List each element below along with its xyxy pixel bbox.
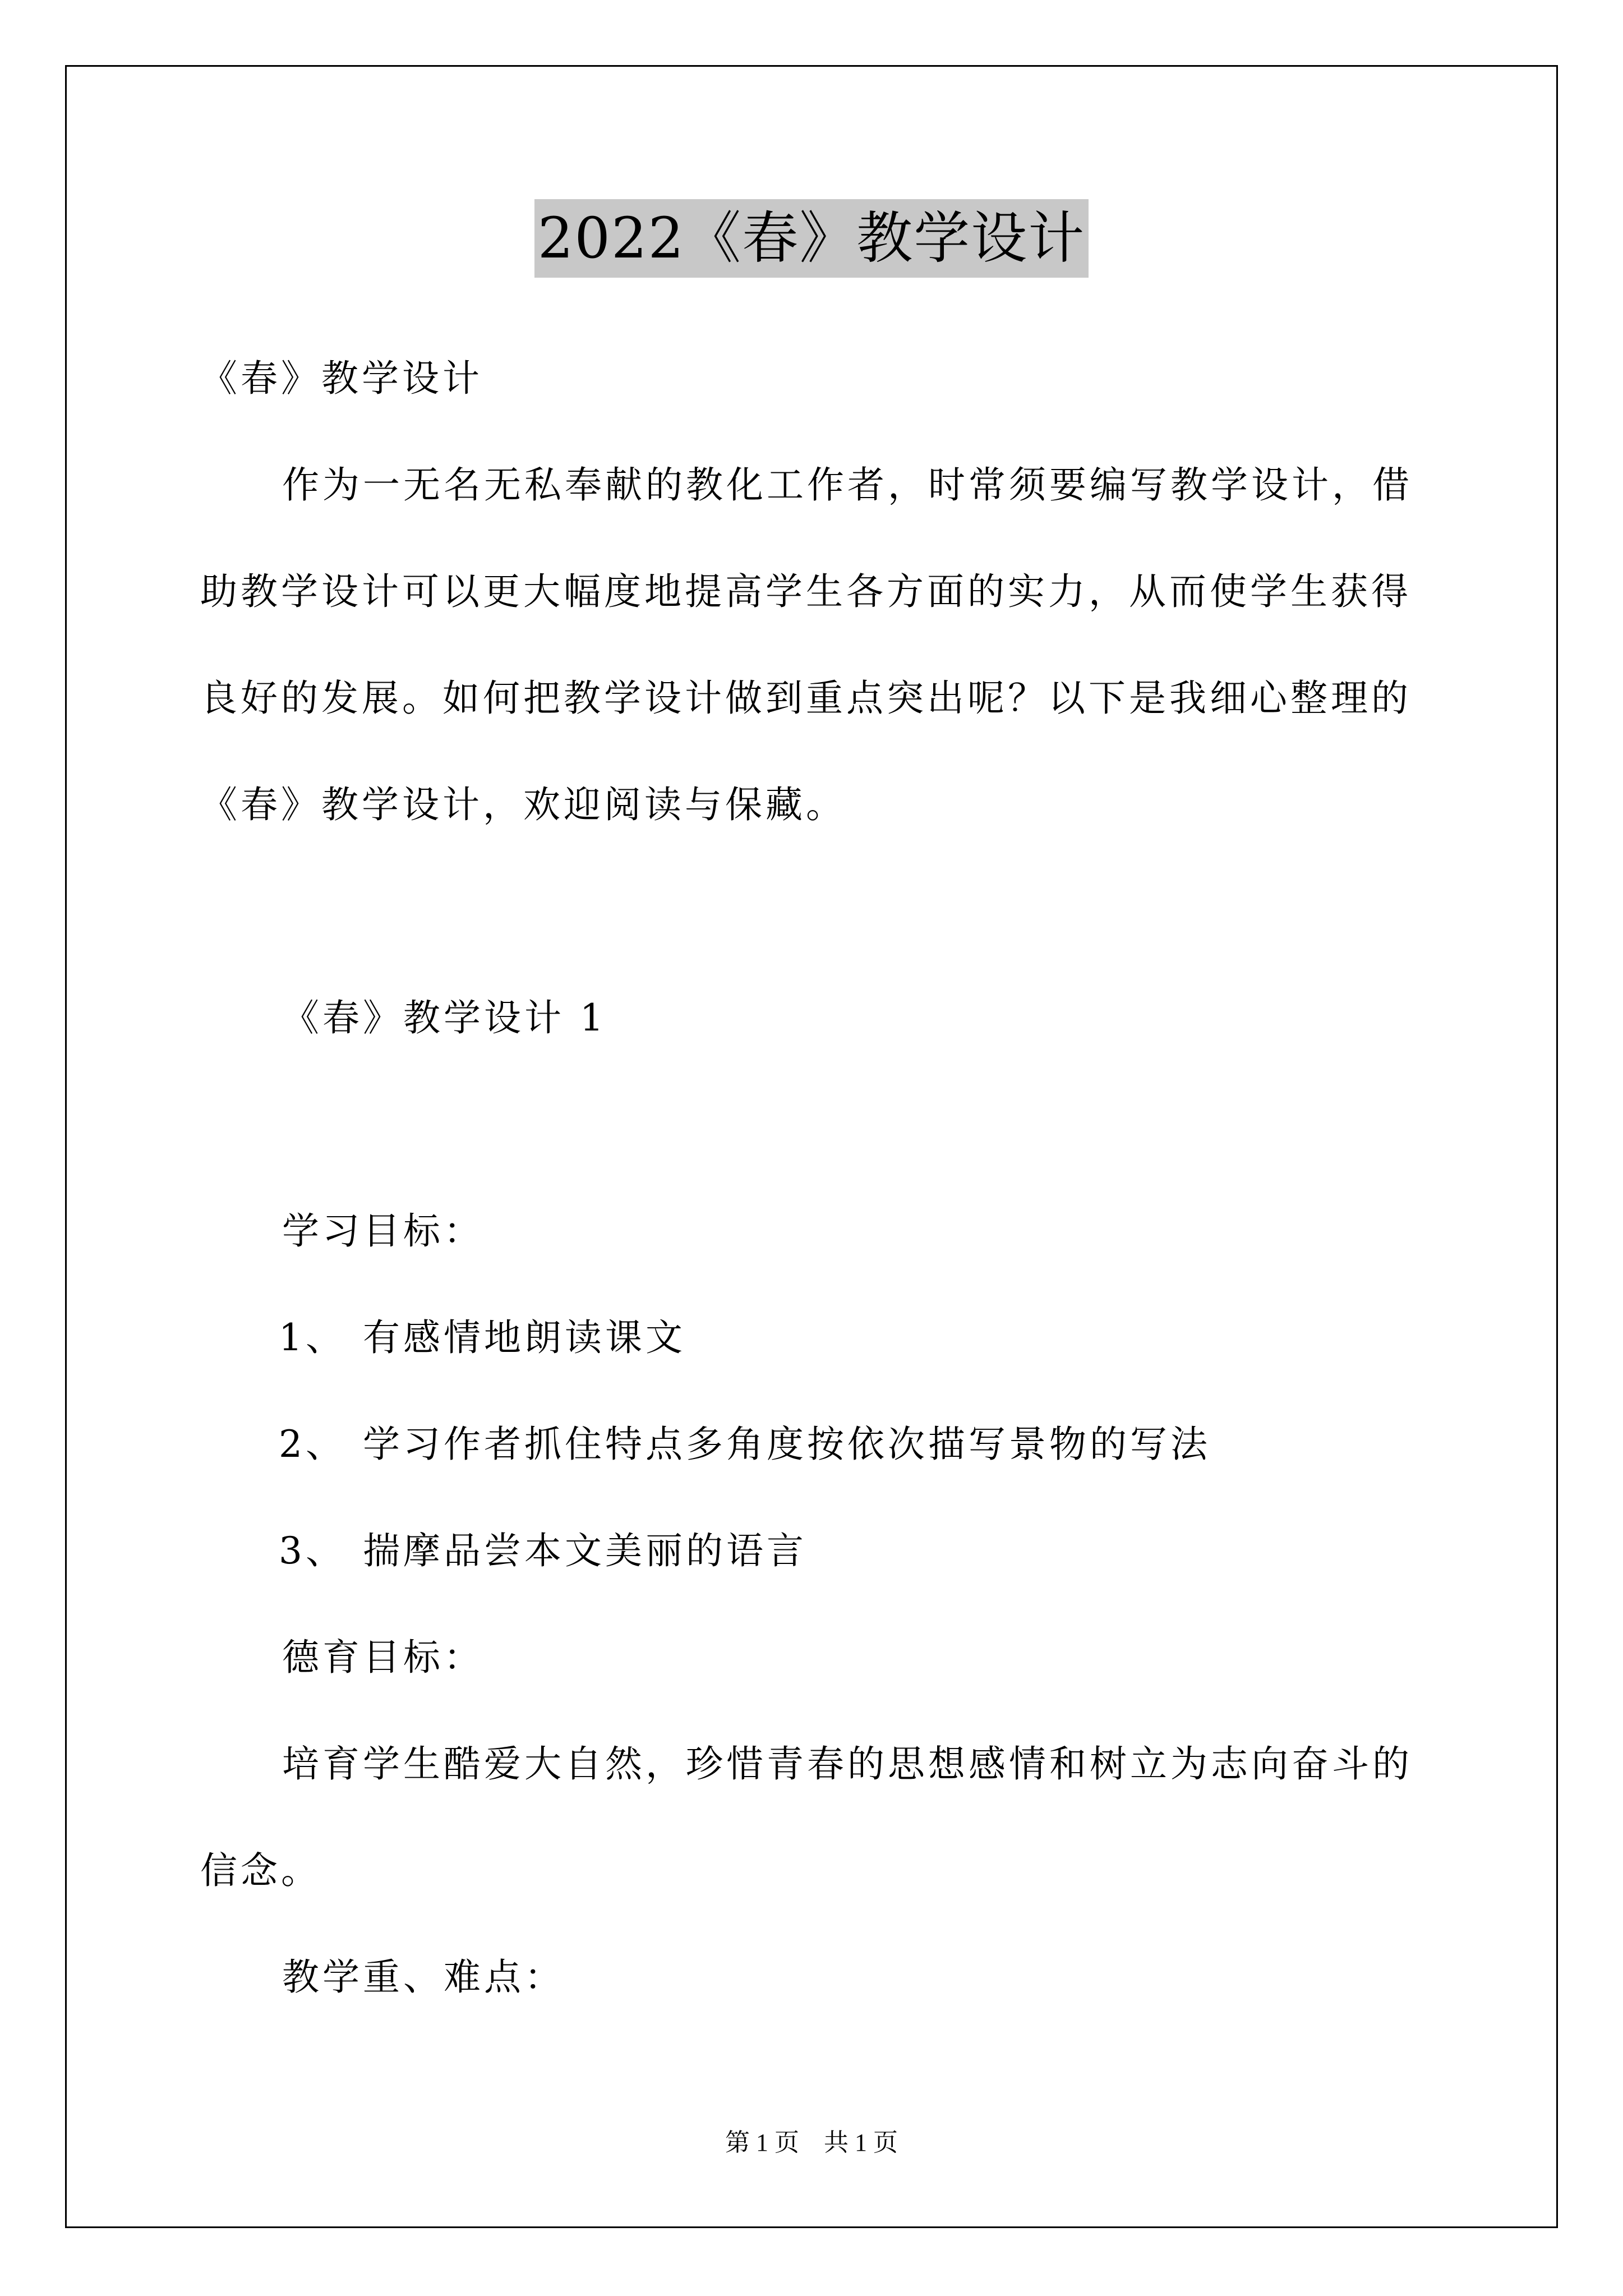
goal-number: 2、	[279, 1423, 346, 1466]
goal-text: 学习作者抓住特点多角度按依次描写景物的写法	[363, 1423, 1211, 1466]
goal-text: 揣摩品尝本文美丽的语言	[363, 1529, 807, 1572]
key-points-heading: 教学重、难点：	[282, 1955, 565, 1999]
intro-line-2: 助教学设计可以更大幅度地提高学生各方面的实力，从而使学生获得	[200, 570, 1412, 613]
moral-line-2: 信念。	[200, 1849, 321, 1892]
goal-item-1	[279, 1315, 686, 1360]
intro-line-4: 《春》教学设计，欢迎阅读与保藏。	[200, 783, 846, 826]
goal-item-3	[279, 1529, 807, 1573]
moral-heading: 德育目标：	[282, 1636, 484, 1679]
section-heading: 《春》教学设计 1	[282, 996, 607, 1039]
title-container	[0, 199, 1623, 278]
intro-line-3: 良好的发展。如何把教学设计做到重点突出呢？以下是我细心整理的	[200, 677, 1412, 720]
goal-number: 3、	[279, 1529, 346, 1572]
goals-heading: 学习目标：	[282, 1209, 484, 1253]
document-title: 2022《春》教学设计	[534, 199, 1089, 278]
goal-text: 有感情地朗读课文	[363, 1316, 686, 1359]
moral-line-1: 培育学生酷爱大自然，珍惜青春的思想感情和树立为志向奋斗的	[282, 1742, 1413, 1786]
intro-line-1: 作为一无名无私奉献的教化工作者，时常须要编写教学设计，借	[282, 463, 1413, 507]
goal-number: 1、	[279, 1316, 346, 1359]
document-subtitle: 《春》教学设计	[200, 357, 483, 400]
goal-item-2	[279, 1422, 1211, 1467]
page-footer: 第 1 页 共 1 页	[725, 2129, 898, 2156]
